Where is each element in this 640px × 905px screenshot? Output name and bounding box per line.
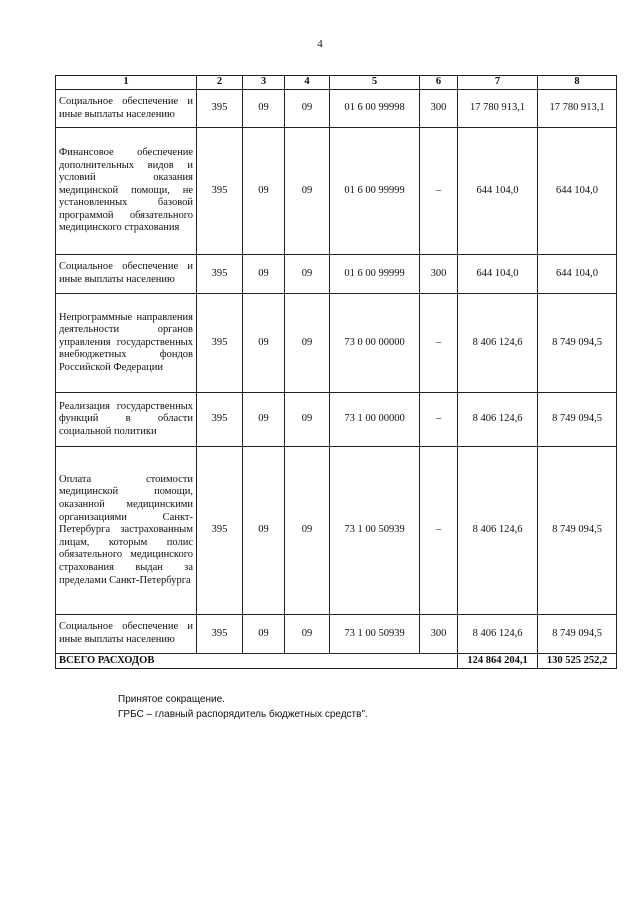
row-name: Реализация государственных функций в области социальной политики	[56, 393, 197, 447]
cell-section: 09	[243, 294, 285, 393]
row-name: Оплата стоимости медицинской помощи, оказанной медицинскими организациями Санкт-Петербурга застрахованным лицам, которым полис обязательного медицинского страхования выдан за пределами Санкт-Петербурга	[56, 447, 197, 615]
total-row	[56, 654, 617, 669]
cell-expense-type: –	[420, 294, 458, 393]
row-name: Непрограммные направления деятельности органов управления государственных внебюджетных фондов Российской Федерации	[56, 294, 197, 393]
table-row	[56, 90, 617, 128]
cell-amount-2: 17 780 913,1	[538, 90, 617, 128]
header-cell: 7	[458, 76, 538, 90]
cell-section: 09	[243, 615, 285, 654]
cell-amount-2: 8 749 094,5	[538, 447, 617, 615]
cell-amount-2: 8 749 094,5	[538, 393, 617, 447]
header-cell: 2	[197, 76, 243, 90]
cell-target-article: 73 1 00 00000	[330, 393, 420, 447]
cell-subsection: 09	[285, 393, 330, 447]
header-cell: 1	[56, 76, 197, 90]
footnote-line: Принятое сокращение.	[118, 694, 225, 705]
cell-section: 09	[243, 128, 285, 255]
cell-grbs: 395	[197, 255, 243, 294]
footnotes	[118, 692, 368, 722]
cell-amount-1: 8 406 124,6	[458, 393, 538, 447]
table-row	[56, 393, 617, 447]
total-amount-2: 130 525 252,2	[538, 654, 617, 669]
header-cell: 3	[243, 76, 285, 90]
cell-grbs: 395	[197, 447, 243, 615]
table-row	[56, 128, 617, 255]
cell-expense-type: 300	[420, 90, 458, 128]
total-amount-1: 124 864 204,1	[458, 654, 538, 669]
cell-section: 09	[243, 255, 285, 294]
cell-amount-2: 8 749 094,5	[538, 615, 617, 654]
row-name: Социальное обеспечение и иные выплаты населению	[56, 615, 197, 654]
cell-target-article: 01 6 00 99999	[330, 255, 420, 294]
cell-target-article: 01 6 00 99998	[330, 90, 420, 128]
cell-amount-2: 8 749 094,5	[538, 294, 617, 393]
cell-section: 09	[243, 447, 285, 615]
cell-amount-2: 644 104,0	[538, 255, 617, 294]
cell-grbs: 395	[197, 393, 243, 447]
header-cell: 8	[538, 76, 617, 90]
table-row	[56, 294, 617, 393]
table-row	[56, 255, 617, 294]
cell-grbs: 395	[197, 615, 243, 654]
table-row	[56, 447, 617, 615]
cell-amount-2: 644 104,0	[538, 128, 617, 255]
cell-expense-type: 300	[420, 255, 458, 294]
cell-grbs: 395	[197, 294, 243, 393]
cell-grbs: 395	[197, 128, 243, 255]
cell-subsection: 09	[285, 255, 330, 294]
cell-expense-type: –	[420, 447, 458, 615]
cell-amount-1: 8 406 124,6	[458, 294, 538, 393]
cell-amount-1: 644 104,0	[458, 255, 538, 294]
cell-amount-1: 8 406 124,6	[458, 615, 538, 654]
cell-target-article: 73 1 00 50939	[330, 447, 420, 615]
row-name: Социальное обеспечение и иные выплаты населению	[56, 90, 197, 128]
cell-subsection: 09	[285, 615, 330, 654]
footnote-line: ГРБС – главный распорядитель бюджетных средств".	[118, 709, 368, 720]
cell-amount-1: 644 104,0	[458, 128, 538, 255]
cell-section: 09	[243, 90, 285, 128]
cell-subsection: 09	[285, 90, 330, 128]
cell-grbs: 395	[197, 90, 243, 128]
cell-section: 09	[243, 393, 285, 447]
header-cell: 5	[330, 76, 420, 90]
cell-expense-type: 300	[420, 615, 458, 654]
cell-target-article: 01 6 00 99999	[330, 128, 420, 255]
cell-amount-1: 17 780 913,1	[458, 90, 538, 128]
row-name: Финансовое обеспечение дополнительных видов и условий оказания медицинской помощи, не установленных базовой программой обязательного медицинского страхования	[56, 128, 197, 255]
cell-subsection: 09	[285, 128, 330, 255]
header-row	[56, 76, 617, 90]
cell-expense-type: –	[420, 128, 458, 255]
total-label: ВСЕГО РАСХОДОВ	[56, 654, 458, 669]
header-cell: 4	[285, 76, 330, 90]
cell-target-article: 73 0 00 00000	[330, 294, 420, 393]
row-name: Социальное обеспечение и иные выплаты населению	[56, 255, 197, 294]
header-cell: 6	[420, 76, 458, 90]
budget-table	[55, 75, 617, 669]
table-row	[56, 615, 617, 654]
cell-amount-1: 8 406 124,6	[458, 447, 538, 615]
cell-expense-type: –	[420, 393, 458, 447]
cell-subsection: 09	[285, 294, 330, 393]
page-number: 4	[317, 38, 323, 50]
cell-target-article: 73 1 00 50939	[330, 615, 420, 654]
cell-subsection: 09	[285, 447, 330, 615]
